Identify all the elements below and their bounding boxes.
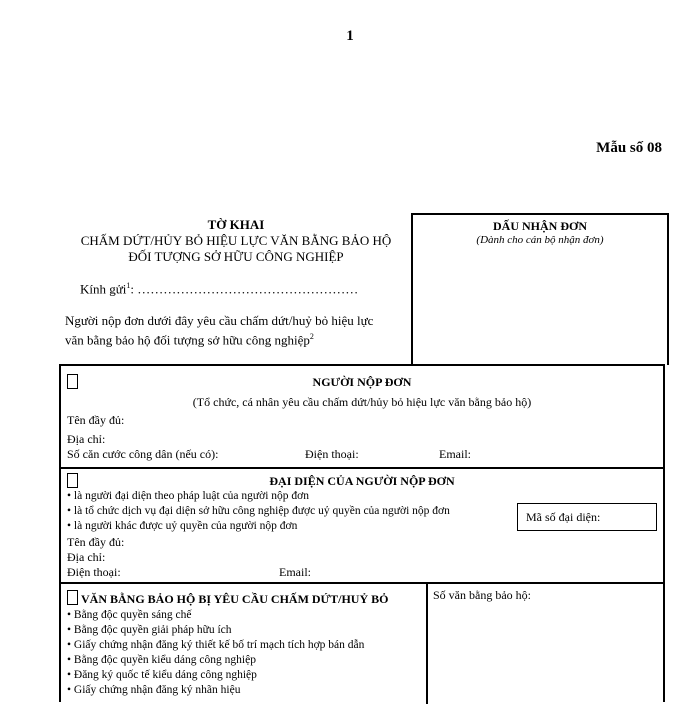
form-code: Mẫu số 08 <box>596 140 662 156</box>
cert-item-utility[interactable]: • Bằng độc quyền giải pháp hữu ích <box>67 624 232 636</box>
page-number: 1 <box>346 28 354 44</box>
certificate-section <box>59 582 665 702</box>
form-header <box>60 216 412 364</box>
applicant-email[interactable]: Email: <box>439 447 471 461</box>
rep-phone[interactable]: Điện thoại: <box>67 565 121 579</box>
kinh-gui-line <box>80 281 412 297</box>
rep-full-name[interactable]: Tên đầy đủ: <box>67 535 125 549</box>
certificate-number-label[interactable]: Số văn bằng bảo hộ: <box>433 588 531 602</box>
rep-code-label: Mã số đại diện: <box>526 510 601 524</box>
rep-option-service[interactable]: • là tổ chức dịch vụ đại diện sở hữu công nghiệp được uỷ quyền của người nộp đơn <box>67 505 450 517</box>
stamp-title: DẤU NHẬN ĐƠN <box>493 219 587 233</box>
rep-code-box[interactable] <box>517 503 657 531</box>
footnote-1: 1 <box>126 281 131 290</box>
applicant-address[interactable]: Địa chỉ: <box>67 432 106 446</box>
applicant-subtitle: (Tổ chức, cá nhân yêu cầu chấm dứt/hủy bỏ hiệu lực văn bằng bảo hộ) <box>192 395 532 409</box>
cert-item-patent[interactable]: • Bằng độc quyền sáng chế <box>67 609 192 621</box>
stamp-subtitle: (Dành cho cán bộ nhận đơn) <box>476 234 604 246</box>
cert-item-trademark[interactable]: • Giấy chứng nhận đăng ký nhãn hiệu <box>67 684 241 696</box>
certificate-checkbox[interactable] <box>67 590 78 607</box>
rep-email[interactable]: Email: <box>279 565 311 579</box>
cert-item-layout-design[interactable]: • Giấy chứng nhận đăng ký thiết kế bố trí mạch tích hợp bán dẫn <box>67 639 365 651</box>
representative-section <box>59 467 665 583</box>
certificate-title: VĂN BẰNG BẢO HỘ BỊ YÊU CẦU CHẤM DỨT/HUỶ BỎ <box>81 592 389 606</box>
rep-address[interactable]: Địa chỉ: <box>67 550 106 564</box>
footnote-2: 2 <box>309 332 314 342</box>
request-statement <box>65 313 412 348</box>
form-title: TỜ KHAI <box>207 217 265 232</box>
representative-title: ĐẠI DIỆN CỦA NGƯỜI NỘP ĐƠN <box>269 474 455 488</box>
request-line-1: Người nộp đơn dưới đây yêu cầu chấm dứt/huỷ bỏ hiệu lực <box>65 313 374 329</box>
cert-item-intl-design[interactable]: • Đăng ký quốc tế kiểu dáng công nghiệp <box>67 669 257 681</box>
applicant-section <box>59 364 665 468</box>
request-line-2: văn bằng bảo hộ đối tượng sở hữu công nghiệp <box>65 332 310 348</box>
applicant-title: NGƯỜI NỘP ĐƠN <box>312 375 412 389</box>
rep-option-authorized[interactable]: • là người khác được uỷ quyền của người nộp đơn <box>67 520 298 532</box>
kinh-gui-dots: : …………………………………………… <box>130 281 359 297</box>
form-subtitle-line1: CHẤM DỨT/HỦY BỎ HIỆU LỰC VĂN BẰNG BẢO HỘ <box>80 233 392 248</box>
form-subtitle-line2: ĐỐI TƯỢNG SỞ HỮU CÔNG NGHIỆP <box>128 249 344 264</box>
kinh-gui-label: Kính gửi <box>80 281 127 297</box>
applicant-phone[interactable]: Điện thoại: <box>305 447 359 461</box>
rep-option-legal[interactable]: • là người đại diện theo pháp luật của người nộp đơn <box>67 490 310 502</box>
certificate-divider <box>426 584 428 704</box>
applicant-full-name[interactable]: Tên đầy đủ: <box>67 413 125 427</box>
applicant-id-number[interactable]: Số căn cước công dân (nếu có): <box>67 447 219 461</box>
cert-item-industrial-design[interactable]: • Bằng độc quyền kiểu dáng công nghiệp <box>67 654 256 666</box>
stamp-box <box>411 213 669 365</box>
